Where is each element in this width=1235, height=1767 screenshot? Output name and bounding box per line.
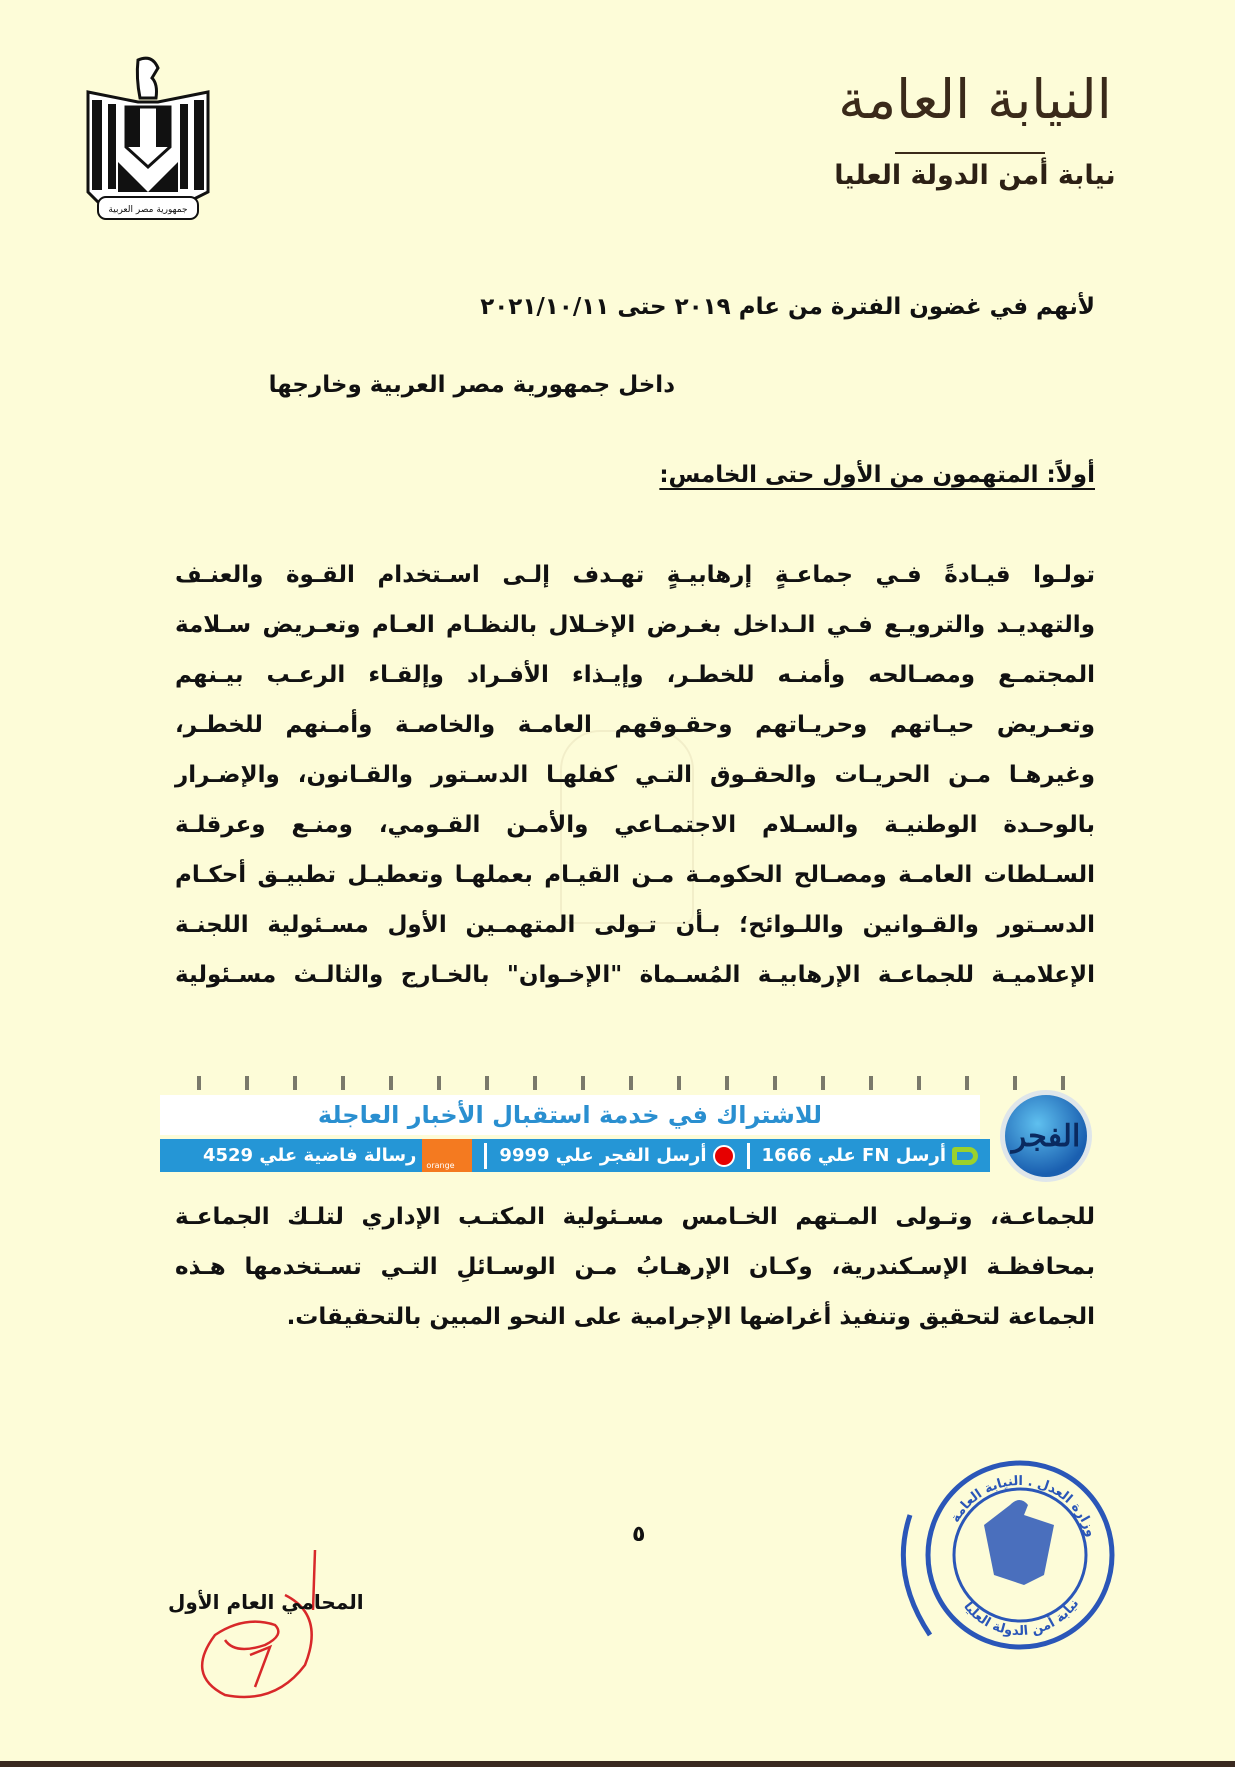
- header-subtitle: نيابة أمن الدولة العليا: [834, 160, 1116, 191]
- banner-option-orange: orange رسالة فاضية علي 4529: [191, 1139, 484, 1172]
- paragraph-line: للجماعـة، وتـولى المـتهم الخـامس مسـئولية المكتـب الإداري لتلـك الجماعـة: [175, 1204, 1095, 1230]
- obscured-text-line: [175, 1076, 1095, 1090]
- scan-edge: [0, 1761, 1235, 1767]
- location-line: داخل جمهورية مصر العربية وخارجها: [268, 372, 675, 398]
- page-number: ٥: [632, 1522, 646, 1547]
- al-fajr-logo: الفجر: [1000, 1090, 1092, 1182]
- paragraph-line: تولـوا قيـادةً فـي جماعـةٍ إرهابيـةٍ تهـدف إلـى اسـتخدام القـوة والعنـف: [175, 562, 1095, 588]
- paragraph-line: السـلطات العامـة ومصـالح الحكومـة مـن القيـام بعملهـا وتعطيـل تطبيـق أحكـام: [175, 862, 1095, 888]
- banner-option-etisalat: أرسل FN علي 1666: [750, 1145, 990, 1166]
- divider: [484, 1143, 487, 1169]
- banner-options-bar: [160, 1139, 990, 1172]
- svg-text:جمهورية مصر العربية: جمهورية مصر العربية: [108, 205, 188, 215]
- body-paragraph: [175, 550, 1095, 1000]
- paragraph-line: وتعـريض حيـاتهم وحريـاتهم وحقـوقهم العامـة والخاصـة وأمـنهم للخطـر،: [175, 712, 1095, 738]
- orange-logo-icon: orange: [422, 1139, 472, 1172]
- subscription-banner-ad[interactable]: [160, 1090, 1092, 1180]
- paragraph-line: بالوحـدة الوطنيـة والسـلام الاجتمـاعي والأمـن القـومي، ومنـع وعرقلـة: [175, 812, 1095, 838]
- svg-text:وزارة العدل . النيابة العامة: وزارة العدل . النيابة العامة: [948, 1473, 1099, 1539]
- svg-text:نيابة أمن الدولة العليا: نيابة أمن الدولة العليا: [960, 1596, 1083, 1640]
- banner-option-vodafone: أرسل الفجر علي 9999: [487, 1145, 746, 1167]
- paragraph-line: الجماعة لتحقيق وتنفيذ أغراضها الإجرامية على النحو المبين بالتحقيقات.: [286, 1304, 1095, 1330]
- official-seal-stamp-icon: [890, 1445, 1130, 1665]
- paragraph-line: والتهديـد والترويـع فـي الـداخل بغـرض الإخـلال بالنظـام العـام وتعـريض سـلامة: [175, 612, 1095, 638]
- signatory-title: المحامي العام الأول: [168, 1590, 364, 1614]
- egypt-eagle-emblem-icon: [78, 52, 218, 232]
- header-calligraphy-title: النيابة العامة: [838, 68, 1112, 131]
- paragraph-line: الدسـتور والقـوانين واللـوائح؛ بـأن تـولى المتهمـين الأول مسـئولية اللجنـة: [175, 912, 1095, 938]
- paragraph-line: بمحافظـة الإسـكندرية، وكـان الإرهـابُ مـن الوسـائلِ التـي تسـتخدمها هـذه: [175, 1254, 1095, 1280]
- signature-icon: [195, 1540, 345, 1710]
- paragraph-line: وغيرهـا مـن الحريـات والحقـوق التـي كفلهـا الدسـتور والقـانون، والإضـرار: [175, 762, 1095, 788]
- divider: [747, 1143, 750, 1169]
- intro-line: لأنهم في غضون الفترة من عام ٢٠١٩ حتى ٢٠٢١/١٠/١١: [480, 294, 1095, 320]
- body-paragraph-continued: [175, 1192, 1095, 1342]
- section-heading: أولاً: المتهمون من الأول حتى الخامس:: [659, 462, 1095, 488]
- banner-headline: للاشتراك في خدمة استقبال الأخبار العاجلة: [160, 1095, 980, 1135]
- header-divider: [895, 152, 1045, 154]
- etisalat-logo-icon: [952, 1147, 978, 1165]
- paragraph-line: المجتمـع ومصـالحه وأمنـه للخطـر، وإيـذاء الأفـراد وإلقـاء الرعـب بيـنهم: [175, 662, 1095, 688]
- paragraph-line: الإعلاميـة للجماعـة الإرهابيـة المُسـماة "الإخـوان" بالخـارج والثالـث مسـئولية: [175, 962, 1095, 988]
- vodafone-logo-icon: [713, 1145, 735, 1167]
